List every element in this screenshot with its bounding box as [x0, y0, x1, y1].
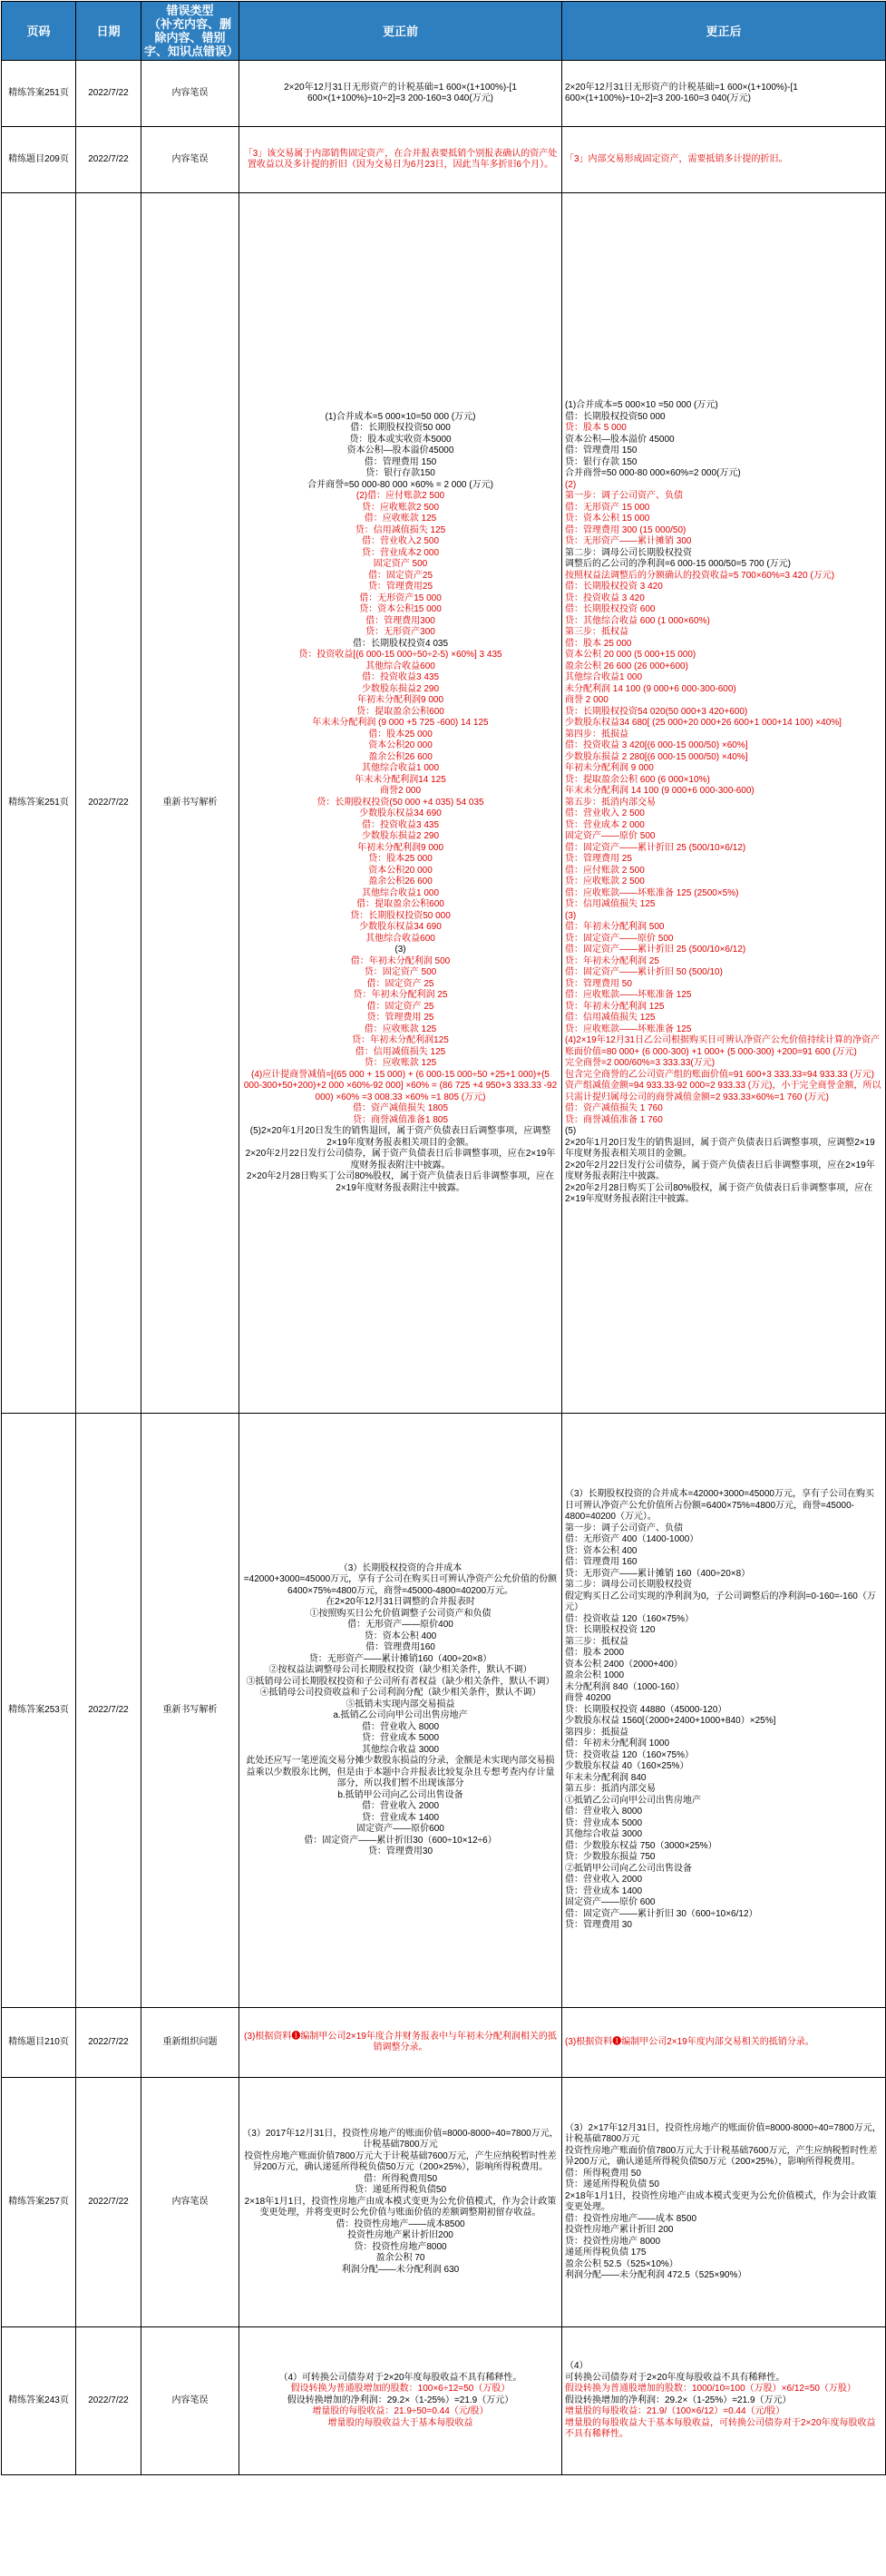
- row-date: 2022/7/22: [76, 2008, 141, 2078]
- table-row: [2, 193, 886, 1414]
- row-after-text: [562, 61, 886, 127]
- text-segment: (3) 借：年初未分配利润 500 贷：固定资产——原价 500 借：固定资产——累计折旧 25 (500/10×6/12) 贷：年初未分配利润 25 借：固定资产——累计折旧 50 (500/10) 贷：管理费用 50 借：应收账款——坏账准备 125 贷：年初未分配利润 125 借：信用减值损失 125 贷：应收账款——坏账准备 125: [565, 910, 746, 1034]
- text-segment: （4）可转换公司债券对于2×20年度每股收益不具有稀释性。: [278, 2372, 522, 2383]
- row-after-text: [562, 127, 886, 193]
- row-before-text: [239, 193, 562, 1414]
- row-error-type: 重新书写解析: [141, 193, 239, 1414]
- text-segment: （4） 可转换公司债券对于2×20年度每股收益不具有稀释性。: [565, 2361, 785, 2383]
- row-error-type: 内容笔误: [141, 61, 239, 127]
- text-segment: (3): [394, 945, 406, 955]
- table-row: [2, 127, 886, 193]
- text-segment: (1)合并成本=5 000×10 =50 000 (万元) 借：长期股权投资50 000: [565, 400, 718, 422]
- text-segment: 假设转换增加的净利润：29.2×（1-25%）=21.9（万元）: [287, 2395, 514, 2405]
- header-type: 错误类型 （补充内容、删除内容、错别字、知识点错误）: [141, 2, 239, 61]
- text-segment: （3）长期股权投资的合并成本 =42000+3000=45000万元，享有子公司在购买日可辨认净资产公允价值的份额6400×75%=4800万元，商誉=45000-4800=40200万元。 在2×20年12月31日调整的合并报表时 ①按照购买日公允价值调整子公司资产和负债 借：无形资产——原价400 贷：资本公积 400 借：管理费用160 贷：无形资产——累计摊销160（400÷20×8） ②按权益法调整母公司长期股权投资（缺少相关条件，默认不调） ③抵销母公司长期股权投资和子公司所有者权益（缺少相关条件，默认不调） ④抵销母公司投资收益和子公司利润分配（缺少相关条件，默认不调） ⑤抵销未实现内部交易损益 a.抵销乙公司向甲公司出售房地产 借：营业收入 8000 贷：营业成本 5000 其他综合收益 3000 此处还应写一笔逆流交易分摊少数股东损益的分录，金额是未实现内部交易损益乘以少数股东比例，但是由于本题中合并报表比较复杂且专想考查内存计量部分，所以我们暂不出现该部分 b.抵销甲公司向乙公司出售设备 借：营业收入 2000 贷：营业成本 1400 固定资产——原价600 借：固定资产——累计折旧30（600÷10×12÷6） 贷：管理费用30: [243, 1562, 558, 1856]
- table-row: [2, 2078, 886, 2327]
- text-segment: (1)合并成本=5 000×10=50 000 (万元) 借：长期股权投资50 000 贷：股本或实收资本5000 资本公积—股本溢价45000 借：管理费用 150 贷：银行存款150 合并商誉=50 000-80 000 ×60% = 2 000 (万元): [307, 411, 493, 490]
- text-segment: 按照权益法调整后的分额确认的投资收益=5 700×60%=3 420 (万元) 借：长期股权投资 3 420 贷：投资收益 3 420 借：长期股权投资 600 贷：其他综合收益 600 (1 000×60%): [565, 570, 835, 626]
- row-before-text: [239, 2008, 562, 2078]
- row-date: 2022/7/22: [76, 2327, 141, 2475]
- row-page: 精练答案251页: [2, 61, 76, 127]
- errata-table: [1, 1, 886, 2475]
- text-segment: (4)应计提商誉减值=[(65 000 + 15 000) + (6 000-15 000÷50 +25+1 000)+(5 000-300+50+200)+2 000 ×60%-92 000] ×60% = (86 725 +4 950+3 333.33 -92 000) ×60% =3 008.33 ×60% =1 805 (万元) 借：资产减值损失 1805 贷：商誉减值准备1 805: [243, 1069, 558, 1125]
- text-segment: 第五步：抵消内部交易 借：营业收入 2 500 贷：营业成本 2 000 固定资产——原价 500 借：固定资产——累计折旧 25 (500/10×6/12) 贷：管理费用 25 借：应付账款 2 500 贷：应收账款 2 500 借：应收账款——坏账准备 125 (2500×5%) 贷：信用减值损失 125: [565, 797, 746, 910]
- header-row: [2, 2, 886, 61]
- text-segment: 增量股的每股收益：21.9÷50=0.44（元/股） 增量股的每股收益大于基本每股收益: [312, 2406, 489, 2428]
- text-segment: (3)根据资料❶编制甲公司2×19年度内部交易相关的抵销分录。: [565, 2036, 814, 2047]
- text-segment: 第四步：抵损益 借：投资收益 3 420[(6 000-15 000/50) ×60%] 少数股东损益 2 280[(6 000-15 000/50) ×40%] 年初未分配利润 9 000 贷：提取盈余公积 600 (6 000×10%) 年末未分配利润 14 100 (9 000+6 000-300-600): [565, 729, 755, 797]
- header-after: 更正后: [562, 2, 886, 61]
- text-segment: (2) 第一步：调子公司资产、负债 借：无形资产 15 000 贷：资本公积 15 000 借：管理费用 300 (15 000/50) 贷：无形资产——累计摊销 300: [565, 479, 692, 547]
- row-error-type: 内容笔误: [141, 2078, 239, 2327]
- row-page: 精练答案253页: [2, 1414, 76, 2008]
- row-error-type: 重新书写解析: [141, 1414, 239, 2008]
- text-segment: 「3」该交易属于内部销售固定资产，在合并报表要抵销个别报表确认的资产处置收益以及多计提的折旧（因为交易日为6月23日，因此当年多折旧6个月）。: [243, 148, 558, 170]
- table-row: [2, 1414, 886, 2008]
- text-segment: 贷：股本 5 000: [565, 423, 627, 434]
- row-error-type: 内容笔误: [141, 127, 239, 193]
- row-before-text: [239, 2078, 562, 2327]
- header-page: 页码: [2, 2, 76, 61]
- row-after-text: [562, 2078, 886, 2327]
- text-segment: （3）2×17年12月31日，投资性房地产的账面价值=8000-8000÷40=7800万元，计税基础7800万元 投资性房地产账面价值7800万元大于计税基础7600万元，产生应纳税暂时性差异200万元，确认递延所得税负债50万元（200×25%），影响所得税费用。 借：所得税费用 50 贷：递延所得税负债 50 2×18年1月1日，投资性房地产由成本模式变更为公允价值模式，作为会计政策变更处理。 借：投资性房地产——成本 8500 投资性房地产累计折旧 200 贷：投资性房地产 8000 递延所得税负债 175 盈余公积 52.5（525×10%） 利润分配——未分配利润 472.5（525×90%）: [565, 2122, 881, 2280]
- row-error-type: 内容笔误: [141, 2327, 239, 2475]
- text-segment: 增量股的每股收益：21.9/（100×6/12）=0.44（元/股） 增量股的每股收益大于基本每股收益，可转换公司债券对于2×20年度每股收益不具有稀释性。: [565, 2406, 876, 2440]
- text-segment: 贷：投资收益[(6 000-15 000÷50÷2-5) ×60%] 3 435: [298, 650, 502, 661]
- row-page: 精练题目210页: [2, 2008, 76, 2078]
- row-date: 2022/7/22: [76, 61, 141, 127]
- table-row: [2, 2008, 886, 2078]
- text-segment: 2×20年12月31日无形资产的计税基础=1 600×(1+100%)-[1 600×(1+100%)÷10÷2]=3 200-160=3 040(万元): [284, 82, 520, 103]
- text-segment: 资本公积—股本溢价 45000 借：管理费用 150 贷：银行存款 150 合并商誉=50 000-80 000×60%=2 000(万元): [565, 434, 741, 479]
- row-page: 精练题目209页: [2, 127, 76, 193]
- row-after-text: [562, 1414, 886, 2008]
- row-page: 精练答案257页: [2, 2078, 76, 2327]
- table-body: [2, 61, 886, 2475]
- text-segment: 假设转换为普通股增加的股数：100×6÷12=50（万股）: [290, 2384, 511, 2395]
- row-after-text: [562, 2327, 886, 2475]
- row-before-text: [239, 2327, 562, 2475]
- row-before-text: [239, 1414, 562, 2008]
- text-segment: 假设转换增加的净利润：29.2×（1-25%）=21.9（万元）: [565, 2395, 792, 2405]
- table-row: [2, 2327, 886, 2475]
- text-segment: (5)2×20年1月20日发生的销售退回，属于资产负债表日后调整事项，应调整2×19年度财务报表相关项目的金额。 2×20年2月22日发行公司债券，属于资产负债表日后非调整事项，应在2×19年度财务报表附注中披露。 2×20年2月28日购买丁公司80%股权，属于资产负债表日后非调整事项，应在2×19年度财务报表附注中披露。: [245, 1126, 556, 1193]
- text-segment: （3）2017年12月31日，投资性房地产的账面价值=8000-8000÷40=7800万元，计税基础7800万元 投资性房地产账面价值7800万元大于计税基础7600万元，产生应纳税暂时性差异200万元，确认递延所得税负债50万元（200×25%），影响所得税费用。 借：所得税费用50 贷：递延所得税负债50 2×18年1月1日，投资性房地产由成本模式变更为公允价值模式，作为会计政策变更处理，并将变更时公允价值与账面价值的差额调整期初留存收益。 借：投资性房地产——成本8500 投资性房地产累计折旧200 贷：投资性房地产8000 盈余公积 70 利润分配——未分配利润 630: [242, 2128, 559, 2275]
- row-error-type: 重新组织问题: [141, 2008, 239, 2078]
- table-row: [2, 61, 886, 127]
- text-segment: 借：年初未分配利润 500 贷：固定资产 500 借：固定资产 25 贷：年初未分配利润 25 借：固定资产 25 贷：管理费用 25 借：应收账款 125 贷：年初未分配利润125 借：信用减值损失 125 贷：应收账款 125: [350, 955, 451, 1069]
- text-segment: 借：长期股权投资4 035: [352, 638, 449, 649]
- row-after-text: [562, 2008, 886, 2078]
- text-segment: (4)2×19年12月31日乙公司根据购买日可辨认净资产公允价值持续计算的净资产账面价值=80 000+ (6 000-300) +1 000+ (5 000-300) +200=91 600 (万元) 完全商誉=2 000/60%=3 333.33(万元) 包含完全商誉的乙公司资产组的账面价值=91 600+3 333.33=94 933.33 (万元) 资产组减值金额=94 933.33-92 000=2 933.33 (万元)，小于完全商誉金额，所以只需计提归属母公司的商誉减值金额=2 933.33×60%=1 760 (万元) 借：资产减值损失 1 760 贷：商誉减值准备 1 760: [565, 1035, 881, 1125]
- row-date: 2022/7/22: [76, 127, 141, 193]
- text-segment: 「3」内部交易形成固定资产，需要抵销多计提的折旧。: [565, 153, 788, 164]
- row-after-text: [562, 193, 886, 1414]
- text-segment: (3)根据资料❶编制甲公司2×19年度合并财务报表中与年初未分配利润相关的抵销调整分录。: [244, 2031, 557, 2052]
- text-segment: (2)借：应付账款2 500 贷：应收账款2 500 借：应收账款 125 贷：信用减值损失 125 借：营业收入2 500 贷：营业成本2 000 固定资产 500 借：固定资产25 贷：管理费用25 借：无形资产15 000 贷：资本公积15 000 借：管理费用300 贷：无形资产300: [355, 491, 446, 638]
- text-segment: 第二步：调母公司长期股权投资 调整后的乙公司的净利润=6 000-15 000/50=5 700 (万元): [565, 547, 791, 570]
- row-date: 2022/7/22: [76, 2078, 141, 2327]
- text-segment: 第三步：抵权益 借：股本 25 000 资本公积 20 000 (5 000+15 000) 盈余公积 26 600 (26 000+600) 其他综合收益1 000 未分配利润 14 100 (9 000+6 000-300-600) 商誉 2 000 贷：长期股权投资54 020(50 000+3 420+600) 少数股东权益34 680[ (25 000+20 000+26 600+1 000+14 100) ×40%]: [565, 627, 842, 729]
- text-segment: (5) 2×20年1月20日发生的销售退回，属于资产负债表日后调整事项，应调整2×19年度财务报表相关项目的金额。 2×20年2月22日发行公司债券，属于资产负债表日后非调整事项，应在2×19年度财务报表附注中披露。 2×20年2月28日购买丁公司80%股权，属于资产负债表日后非调整事项，应在2×19年度财务报表附注中披露。: [565, 1126, 875, 1205]
- row-before-text: [239, 127, 562, 193]
- text-segment: 假设转换为普通股增加的股数：1000/10=100（万股）×6/12=50（万股）: [565, 2384, 856, 2395]
- header-before: 更正前: [239, 2, 562, 61]
- text-segment: （3）长期股权投资的合并成本=42000+3000=45000万元，享有子公司在购买日可辨认净资产公允价值所占份额=6400×75%=4800万元，商誉=45000-4800=40200（万元）。 第一步：调子公司资产、负债 借：无形资产 400（1400-1000） 贷：资本公积 400 借：管理费用 160 贷：无形资产——累计摊销 160（400÷20×8） 第二步：调母公司长期股权投资 假定购买日乙公司实现的净利润为0，子公司调整后的净利润=0-160=-160（万元） 借：投资收益 120（160×75%） 贷：长期股权投资 120 第三步：抵权益 借：股本 2000 资本公积 2400（2000+400） 盈余公积 1000 未分配利润 840（1000-160） 商誉 40200 贷：长期股权投资 44880（45000-120） 少数股东权益 1560[（2000+2400+1000+840）×25%] 第四步：抵损益 借：年初未分配利润 1000 贷：投资收益 120（160×75%） 少数股东权益 40（160×25%） 年末未分配利润 840 第五步：抵消内部交易 ①抵销乙公司向甲公司出售房地产 借：营业收入 8000 贷：营业成本 5000 其他综合收益 3000 借：少数股东权益 750（3000×25%） 贷：少数股东损益 750 ②抵销甲公司向乙公司出售设备 借：营业收入 2000 贷：营业成本 1400 固定资产——原价 600 借：固定资产——累计折旧 30（600÷10×6/12） 贷：管理费用 30: [565, 1489, 876, 1931]
- row-page: 精练答案243页: [2, 2327, 76, 2475]
- header-date: 日期: [76, 2, 141, 61]
- row-before-text: [239, 61, 562, 127]
- text-segment: 其他综合收益600 借：投资收益3 435 少数股东损益2 290 年初未分配利润9 000 贷：提取盈余公积600 年末未分配利润 (9 000 +5 725 -600) 14 125 借：股本25 000 资本公积20 000 盈余公积26 600 其他综合收益1 000 年末未分配利润14 125 商誉2 000 贷：长期股权投资(50 000 +4 035) 54 035 少数股东权益34 690 借：投资收益3 435 少数股东损益2 290 年初未分配利润9 000 贷：股本25 000 资本公积20 000 盈余公积26 600 其他综合收益1 000 借：提取盈余公积600 贷：长期股权投资50 000 少数股东权益34 690 其他综合收益600: [312, 661, 489, 944]
- row-date: 2022/7/22: [76, 193, 141, 1414]
- row-date: 2022/7/22: [76, 1414, 141, 2008]
- text-segment: 2×20年12月31日无形资产的计税基础=1 600×(1+100%)-[1 600×(1+100%)÷10÷2]=3 200-160=3 040(万元): [565, 82, 801, 103]
- row-page: 精练答案251页: [2, 193, 76, 1414]
